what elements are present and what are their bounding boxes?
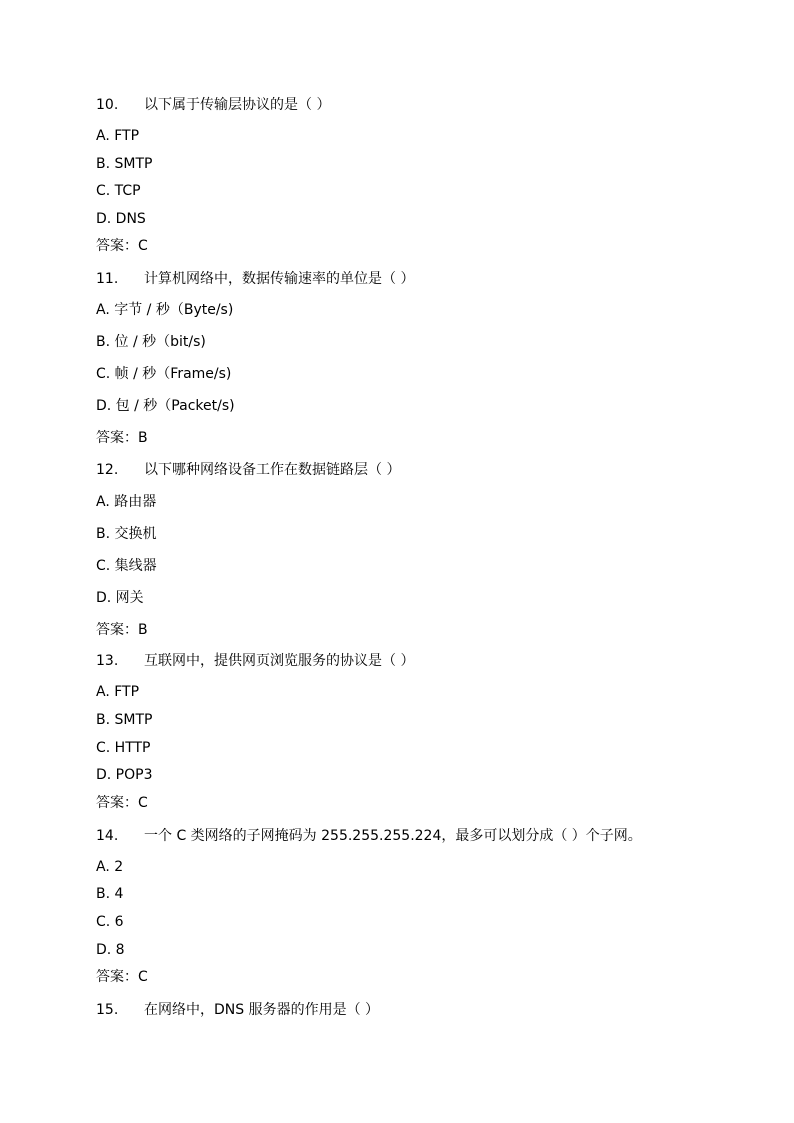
- question-number: 15.: [96, 1002, 119, 1018]
- option-b: B. 4: [96, 886, 124, 902]
- question-number: 13.: [96, 653, 119, 669]
- question-number: 12.: [96, 462, 119, 478]
- question-12: [96, 460, 400, 480]
- option-b: B. 位 / 秒（bit/s): [96, 334, 206, 350]
- option-b: B. SMTP: [96, 712, 153, 728]
- question-text: 以下属于传输层协议的是（ ）: [144, 97, 331, 113]
- question-14: [96, 826, 642, 846]
- question-text: 互联网中，提供网页浏览服务的协议是（ ）: [144, 653, 415, 669]
- answer: 答案：C: [96, 969, 148, 985]
- question-text: 以下哪种网络设备工作在数据链路层（ ）: [144, 462, 401, 478]
- option-b: B. 交换机: [96, 526, 157, 542]
- answer: 答案：C: [96, 238, 148, 254]
- option-d: D. DNS: [96, 211, 146, 227]
- option-a: A. 字节 / 秒（Byte/s): [96, 302, 234, 318]
- option-c: C. HTTP: [96, 740, 151, 756]
- option-d: D. 包 / 秒（Packet/s): [96, 398, 235, 414]
- option-a: A. FTP: [96, 128, 140, 144]
- question-13: [96, 651, 414, 671]
- option-b: B. SMTP: [96, 156, 153, 172]
- option-d: D. 8: [96, 942, 125, 958]
- answer: 答案：C: [96, 795, 148, 811]
- option-a: A. FTP: [96, 684, 140, 700]
- option-a: A. 路由器: [96, 494, 157, 510]
- option-d: D. POP3: [96, 767, 153, 783]
- answer: 答案：B: [96, 622, 148, 638]
- option-a: A. 2: [96, 859, 124, 875]
- option-c: C. 帧 / 秒（Frame/s): [96, 366, 232, 382]
- question-text: 计算机网络中，数据传输速率的单位是（ ）: [144, 271, 415, 287]
- question-15: [96, 1000, 379, 1020]
- option-c: C. 集线器: [96, 558, 157, 574]
- question-number: 11.: [96, 271, 119, 287]
- question-number: 10.: [96, 97, 119, 113]
- option-c: C. TCP: [96, 183, 141, 199]
- question-number: 14.: [96, 828, 119, 844]
- question-10: [96, 95, 330, 115]
- option-c: C. 6: [96, 914, 124, 930]
- answer: 答案：B: [96, 430, 148, 446]
- question-11: [96, 269, 414, 289]
- option-d: D. 网关: [96, 590, 144, 606]
- question-text: 在网络中，DNS 服务器的作用是（ ）: [144, 1002, 380, 1018]
- question-text: 一个 C 类网络的子网掩码为 255.255.255.224，最多可以划分成（ ）个子网。: [144, 828, 642, 844]
